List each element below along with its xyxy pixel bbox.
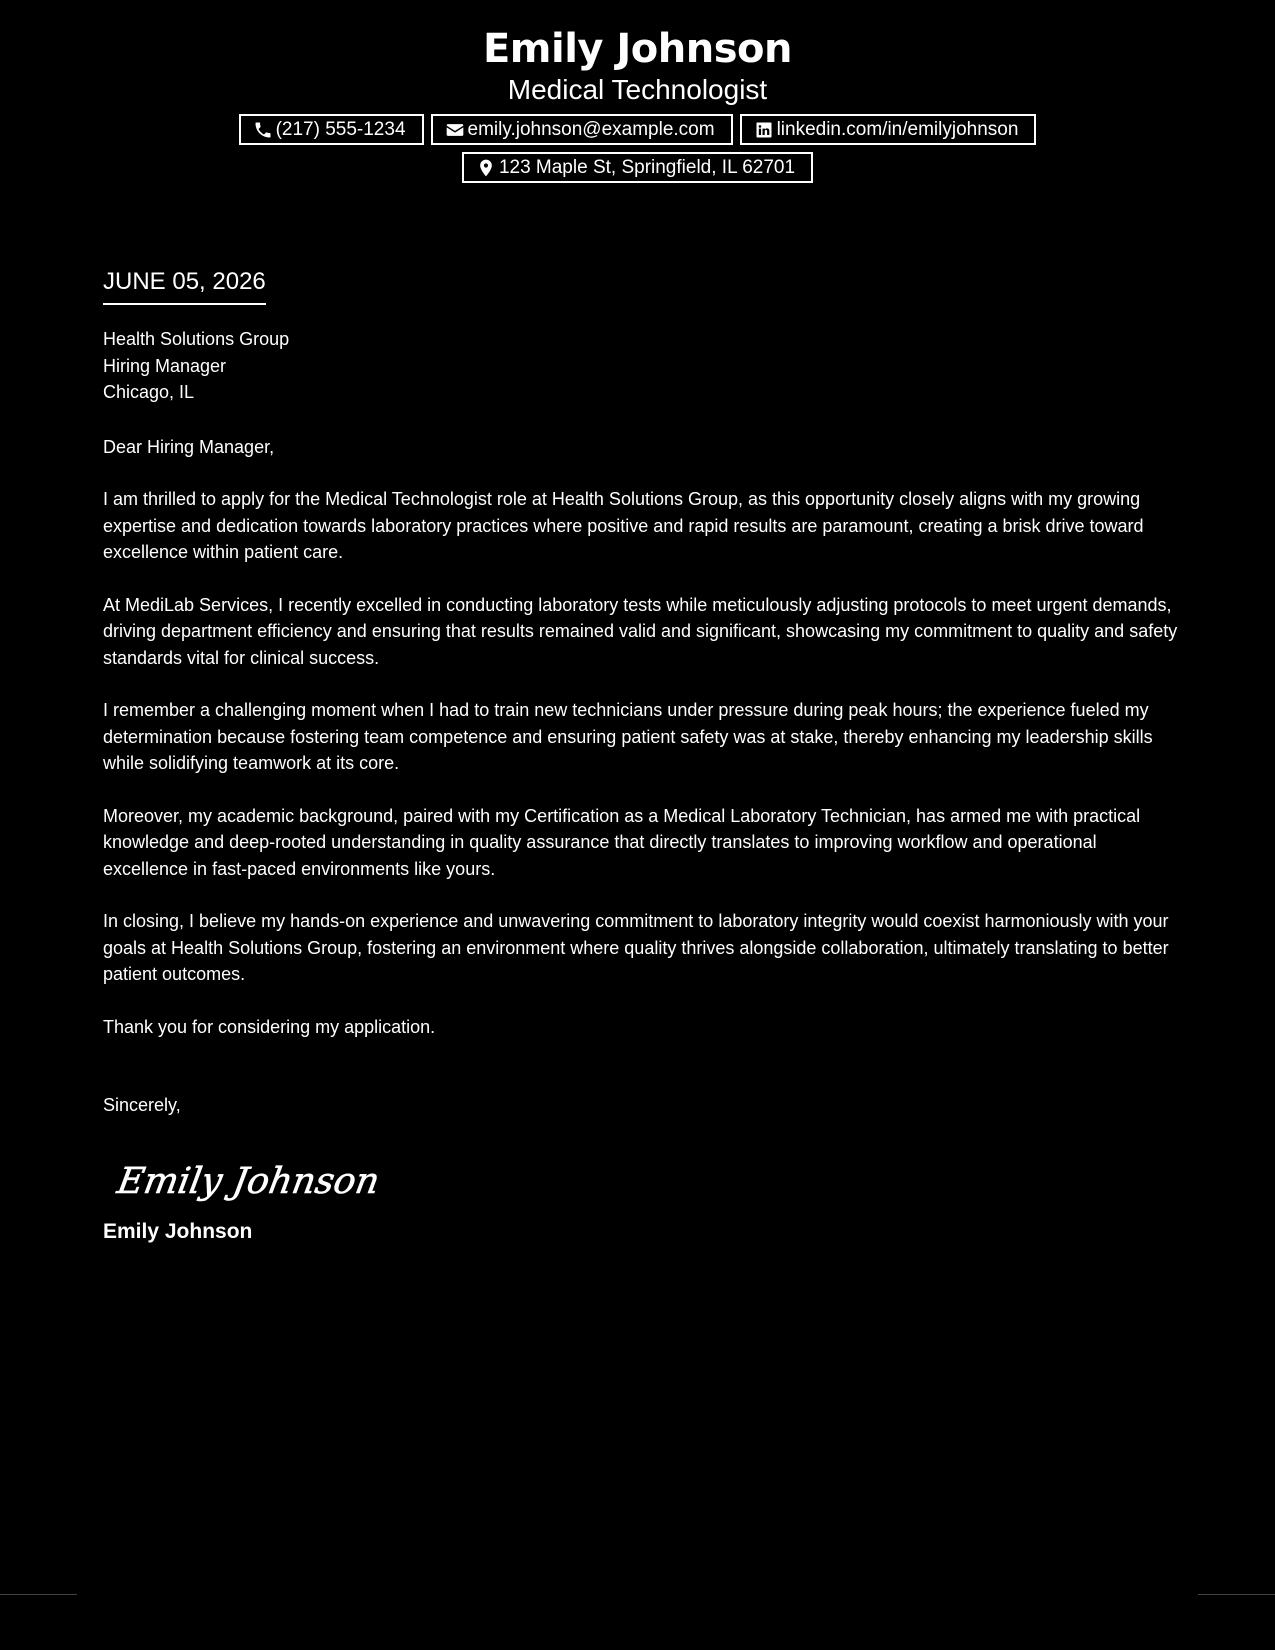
paragraph: I remember a challenging moment when I had to train new technicians under pressure during peak hours; the experience fueled my determination because fostering team competence and ensuring patient safety was at stake, thereby enhancing my leadership skills while solidifying teamwork at its core. (103, 700, 1153, 773)
envelope-icon (445, 120, 465, 140)
contact-address[interactable] (462, 152, 813, 183)
recipient-role: Hiring Manager (103, 355, 227, 376)
paragraph: At MediLab Services, I recently excelled in conducting laboratory tests while meticulously adjusting protocols to meet urgent demands, driving department efficiency and ensuring that results remained valid and significant, showcasing my commitment to quality and safety standards vital for clinical success. (103, 594, 1178, 668)
paragraph: In closing, I believe my hands-on experience and unwavering commitment to laboratory integrity would coexist harmoniously with your goals at Health Solutions Group, fostering an environment where quality thrives alongside collaboration, ultimately translating to better patient outcomes. (103, 911, 1169, 984)
letter-header (0, 24, 1275, 183)
paragraph: Thank you for considering my application. (103, 1016, 436, 1037)
phone-text: (217) 555-1234 (275, 118, 406, 140)
recipient-block (103, 326, 1183, 406)
applicant-name: Emily Johnson (482, 26, 792, 72)
contact-linkedin[interactable] (740, 114, 1037, 145)
linkedin-text: linkedin.com/in/emilyjohnson (776, 118, 1019, 140)
recipient-company: Health Solutions Group (103, 329, 290, 349)
paragraph: I am thrilled to apply for the Medical Technologist role at Health Solutions Group, as this opportunity closely aligns with my growing expertise and dedication towards laboratory practices where positive and rapid results are paramount, creating a brisk drive toward excellence within patient care. (103, 489, 1144, 562)
paragraph: Moreover, my academic background, paired with my Certification as a Medical Laboratory Technician, has armed me with practical knowledge and deep-rooted understanding in quality assurance that directly translates to improving workflow and operational excellence in fast-paced environments like yours. (103, 805, 1141, 879)
phone-icon (253, 120, 273, 140)
footer-rule-left (0, 1594, 77, 1595)
recipient-location: Chicago, IL (103, 382, 195, 402)
salutation: Dear Hiring Manager, (103, 436, 275, 457)
email-text: emily.johnson@example.com (467, 118, 715, 140)
applicant-title: Medical Technologist (507, 74, 768, 105)
contact-list (208, 114, 1068, 183)
linkedin-icon (754, 120, 774, 140)
map-marker-icon (476, 158, 496, 178)
closing: Sincerely, (103, 1095, 181, 1115)
signature-image (114, 1153, 1183, 1209)
signature-text: Emily Johnson (114, 1158, 383, 1202)
letter-date: JUNE 05, 2026 (103, 266, 266, 305)
footer-rule-right (1198, 1594, 1275, 1595)
signer-name: Emily Johnson (103, 1219, 253, 1243)
contact-phone[interactable] (239, 114, 424, 145)
letter-body (103, 326, 1183, 1245)
address-text: 123 Maple St, Springfield, IL 62701 (498, 156, 796, 178)
contact-email[interactable] (431, 114, 733, 145)
